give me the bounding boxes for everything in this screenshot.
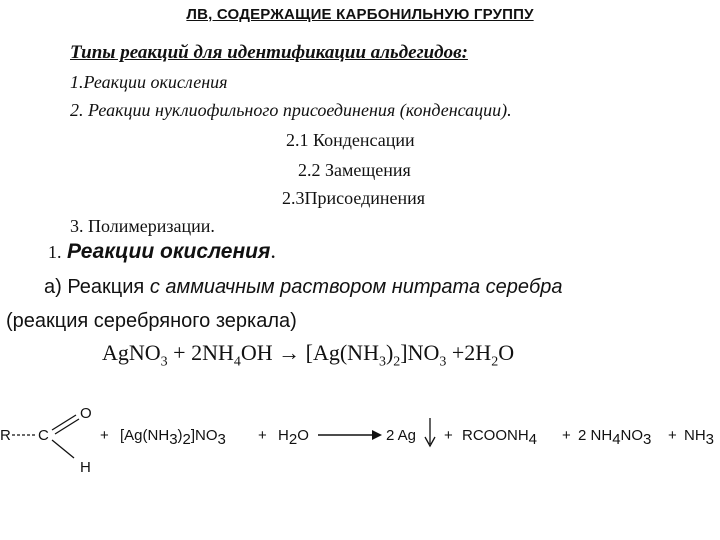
scheme-r: R — [0, 427, 11, 444]
scheme-part: NO — [620, 427, 644, 444]
scheme-sub: 3 — [705, 431, 715, 448]
scheme-ammonium-carboxylate — [462, 427, 537, 448]
page-title: ЛВ, СОДЕРЖАЩИЕ КАРБОНИЛЬНУЮ ГРУППУ — [186, 6, 534, 23]
type-subitem-condensation: 2.1 Конденсации — [286, 130, 415, 150]
scheme-sub: 2 — [182, 431, 191, 448]
scheme-part: 2 NH — [578, 427, 613, 444]
scheme-ammonium-nitrate — [578, 427, 651, 448]
scheme-silver: 2 Ag — [386, 427, 417, 444]
eq-part: ) — [385, 340, 394, 365]
scheme-plus-1: + — [100, 427, 109, 444]
scheme-sub: 4 — [528, 431, 538, 448]
scheme-ammonia — [684, 427, 714, 448]
scheme-complex — [120, 427, 226, 448]
bond-c-h — [52, 440, 74, 458]
reaction-description-reagent: с аммиачным раствором нитрата серебра — [149, 276, 563, 298]
section-heading — [48, 238, 276, 264]
reaction-note: (реакция серебряного зеркала) — [6, 310, 297, 332]
scheme-sub: 3 — [217, 431, 226, 448]
scheme-plus-4: + — [562, 427, 571, 444]
eq-part: +2H — [446, 340, 492, 365]
scheme-sub: 4 — [612, 431, 621, 448]
eq-part: O — [498, 340, 515, 365]
type-item-nucleophilic: 2. Реакции нуклиофильного присоединения (конденсации). — [70, 100, 512, 120]
scheme-part: [Ag(NH — [120, 427, 170, 444]
scheme-h: H — [80, 459, 91, 476]
eq-subscript: 2 — [393, 354, 401, 370]
section-period: . — [270, 238, 276, 263]
scheme-o: O — [80, 405, 92, 422]
eq-part: AgNO — [102, 340, 161, 365]
scheme-part: RCOONH — [462, 427, 529, 444]
scheme-water — [278, 427, 309, 448]
scheme-sub: 2 — [288, 431, 298, 448]
scheme-part: O — [297, 427, 309, 444]
scheme-c: C — [38, 427, 49, 444]
reaction-description-prefix: а) Реакция — [44, 276, 150, 298]
type-item-polymerization: 3. Полимеризации. — [70, 216, 215, 236]
eq-subscript: 3 — [378, 354, 386, 370]
type-item-oxidation: 1.Реакции окисления — [70, 72, 228, 92]
eq-subscript: 3 — [439, 354, 447, 370]
reaction-types-heading: Типы реакций для идентификации альдегидов: — [70, 42, 468, 63]
eq-subscript: 3 — [160, 354, 168, 370]
scheme-part: H — [278, 427, 289, 444]
scheme-part: ]NO — [190, 427, 218, 444]
type-subitem-addition: 2.3Присоединения — [282, 188, 426, 208]
eq-part: ]NO — [400, 340, 440, 365]
scheme-sub: 3 — [169, 431, 178, 448]
scheme-part: NH — [684, 427, 706, 444]
eq-part: + 2NH — [167, 340, 234, 365]
reaction-scheme — [0, 390, 720, 490]
type-subitem-substitution: 2.2 Замещения — [298, 160, 411, 180]
reaction-equation — [102, 340, 514, 370]
scheme-plus-2: + — [258, 427, 267, 444]
scheme-part: ) — [177, 427, 183, 444]
scheme-sub: 3 — [643, 431, 652, 448]
section-title: Реакции окисления — [67, 240, 271, 263]
eq-subscript: 4 — [233, 354, 241, 370]
eq-part: OH → [Ag(NH — [240, 340, 379, 365]
scheme-plus-3: + — [444, 427, 453, 444]
scheme-plus-5: + — [668, 427, 677, 444]
section-number: 1. — [48, 242, 62, 262]
eq-subscript: 2 — [491, 354, 499, 370]
reaction-arrow-head — [372, 430, 382, 440]
reaction-description — [44, 276, 563, 299]
